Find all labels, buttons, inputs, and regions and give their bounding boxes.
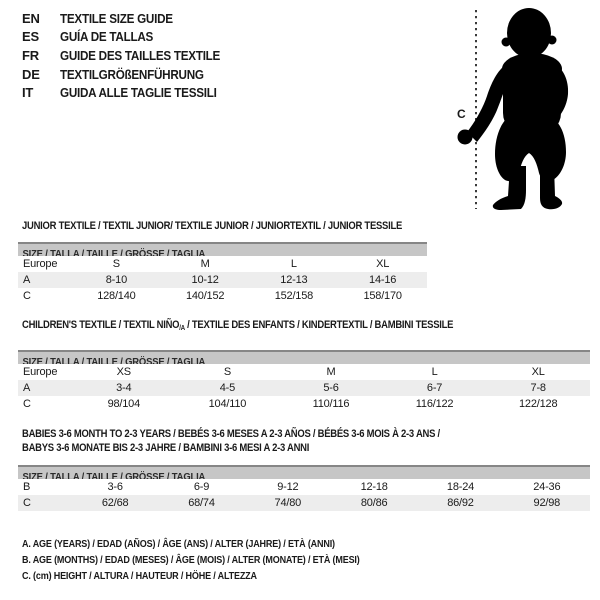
table-cell: 74/80 <box>245 495 331 511</box>
table-cell: 4-5 <box>176 380 280 396</box>
size-header-label: SIZE / TALLA / TAILLE / GRÖSSE / TAGLIA <box>22 248 206 256</box>
language-code: DE <box>22 66 40 82</box>
size-header-bar <box>18 465 590 479</box>
language-code: ES <box>22 29 39 45</box>
table-row <box>18 396 590 412</box>
table-cell: 110/116 <box>312 398 350 410</box>
table-cell: 86/92 <box>417 495 503 511</box>
table-cell: 80/86 <box>331 495 417 511</box>
babies-size-table <box>18 479 590 511</box>
language-title: GUIDE DES TAILLES TEXTILE <box>60 47 221 63</box>
table-cell: 68/74 <box>158 495 244 511</box>
table-cell: M <box>326 366 336 378</box>
table-cell: 152/158 <box>274 290 314 302</box>
language-list <box>22 9 238 102</box>
table-row <box>18 288 427 304</box>
measure-legend <box>22 536 415 584</box>
table-cell: A <box>18 380 72 396</box>
language-row <box>22 46 238 65</box>
language-row <box>22 83 238 102</box>
table-cell: S <box>223 366 231 378</box>
table-cell: L <box>290 258 297 270</box>
table-cell: 14-16 <box>338 272 427 288</box>
children-title-pre: CHILDREN'S TEXTILE / TEXTIL NIÑO <box>22 319 180 331</box>
table-cell: B <box>23 481 31 493</box>
table-cell: XS <box>116 366 131 378</box>
language-code: FR <box>22 47 39 63</box>
table-cell: 6-7 <box>383 380 487 396</box>
legend-line-a: A. AGE (YEARS) / EDAD (AÑOS) / ÂGE (ANS) / ALTER (JAHRE) / ETÀ (ANNI) <box>22 538 335 550</box>
children-table-title <box>22 318 510 336</box>
table-cell: 98/104 <box>107 398 141 410</box>
table-cell: A <box>18 272 72 288</box>
height-measure-label: C <box>457 107 466 121</box>
table-cell: Europe <box>23 258 58 270</box>
table-cell: 5-6 <box>279 380 383 396</box>
table-cell: 10-12 <box>161 272 250 288</box>
babies-textile-section <box>18 427 590 511</box>
legend-line-b: B. AGE (MONTHS) / EDAD (MESES) / ÂGE (MOIS) / ALTER (MONATE) / ETÀ (MESI) <box>22 554 360 566</box>
children-textile-section <box>18 318 590 412</box>
language-title: TEXTILGRÖßENFÜHRUNG <box>60 66 204 82</box>
size-header-bar <box>18 350 590 364</box>
table-cell: C <box>18 495 72 511</box>
table-cell: 7-8 <box>486 380 590 396</box>
children-title-sub: /A <box>179 325 185 332</box>
babies-table-title-line2: BABYS 3-6 MONATE BIS 2-3 JAHRE / BAMBINI 3-6 MESI A 2-3 ANNI <box>22 442 310 454</box>
table-cell: 3-6 <box>107 481 123 493</box>
table-row <box>18 256 427 272</box>
children-title-post: / TEXTILE DES ENFANTS / KINDERTEXTIL / BAMBINI TESSILE <box>184 319 454 331</box>
baby-silhouette-shape <box>458 8 569 210</box>
table-cell: 122/128 <box>519 398 558 410</box>
language-row <box>22 28 238 47</box>
table-cell: C <box>23 398 31 410</box>
table-cell: L <box>431 366 438 378</box>
table-cell: XL <box>531 366 545 378</box>
junior-size-table <box>18 256 427 304</box>
baby-silhouette-image <box>450 4 580 216</box>
table-cell: 18-24 <box>446 481 475 493</box>
size-header-label: SIZE / TALLA / TAILLE / GRÖSSE / TAGLIA <box>22 471 206 479</box>
babies-table-title-line1: BABIES 3-6 MONTH TO 2-3 YEARS / BEBÉS 3-6 MESES A 2-3 AÑOS / BÉBÉS 3-6 MOIS À 2-3 ANS / <box>22 428 440 440</box>
table-cell: 92/98 <box>504 495 590 511</box>
junior-textile-section <box>18 219 427 304</box>
table-cell: 9-12 <box>277 481 299 493</box>
language-row <box>22 9 238 28</box>
legend-line-c: C. (cm) HEIGHT / ALTURA / HAUTEUR / HÖHE / ALTEZZA <box>22 570 257 582</box>
language-title: GUÍA DE TALLAS <box>60 29 154 45</box>
table-row <box>18 272 427 288</box>
table-cell: 128/140 <box>97 290 136 302</box>
table-row <box>18 495 590 511</box>
table-cell: 140/152 <box>185 290 225 302</box>
table-cell: 3-4 <box>72 380 176 396</box>
table-cell: 62/68 <box>72 495 158 511</box>
table-cell: XL <box>376 258 390 270</box>
table-cell: 12-18 <box>360 481 388 493</box>
table-cell: Europe <box>23 366 58 378</box>
size-header-bar <box>18 242 427 256</box>
table-cell: 104/110 <box>208 398 247 410</box>
size-header-label: SIZE / TALLA / TAILLE / GRÖSSE / TAGLIA <box>22 356 206 364</box>
language-title: TEXTILE SIZE GUIDE <box>60 10 173 26</box>
table-cell: 24-36 <box>533 481 561 493</box>
language-title: GUIDA ALLE TAGLIE TESSILI <box>60 85 217 101</box>
table-cell: 6-9 <box>193 481 210 493</box>
table-cell: M <box>200 258 210 270</box>
table-cell: C <box>23 290 31 302</box>
children-size-table <box>18 364 590 412</box>
language-row <box>22 65 238 84</box>
table-row <box>18 479 590 495</box>
table-cell: S <box>112 258 120 270</box>
table-cell: 12-13 <box>250 272 339 288</box>
table-row <box>18 380 590 396</box>
junior-table-title: JUNIOR TEXTILE / TEXTIL JUNIOR/ TEXTILE JUNIOR / JUNIORTEXTIL / JUNIOR TESSILE <box>22 220 403 232</box>
language-code: IT <box>22 85 34 101</box>
table-cell: 116/122 <box>415 398 454 410</box>
table-cell: 8-10 <box>72 272 161 288</box>
table-cell: 158/170 <box>363 290 402 302</box>
language-code: EN <box>22 10 40 26</box>
table-row <box>18 364 590 380</box>
